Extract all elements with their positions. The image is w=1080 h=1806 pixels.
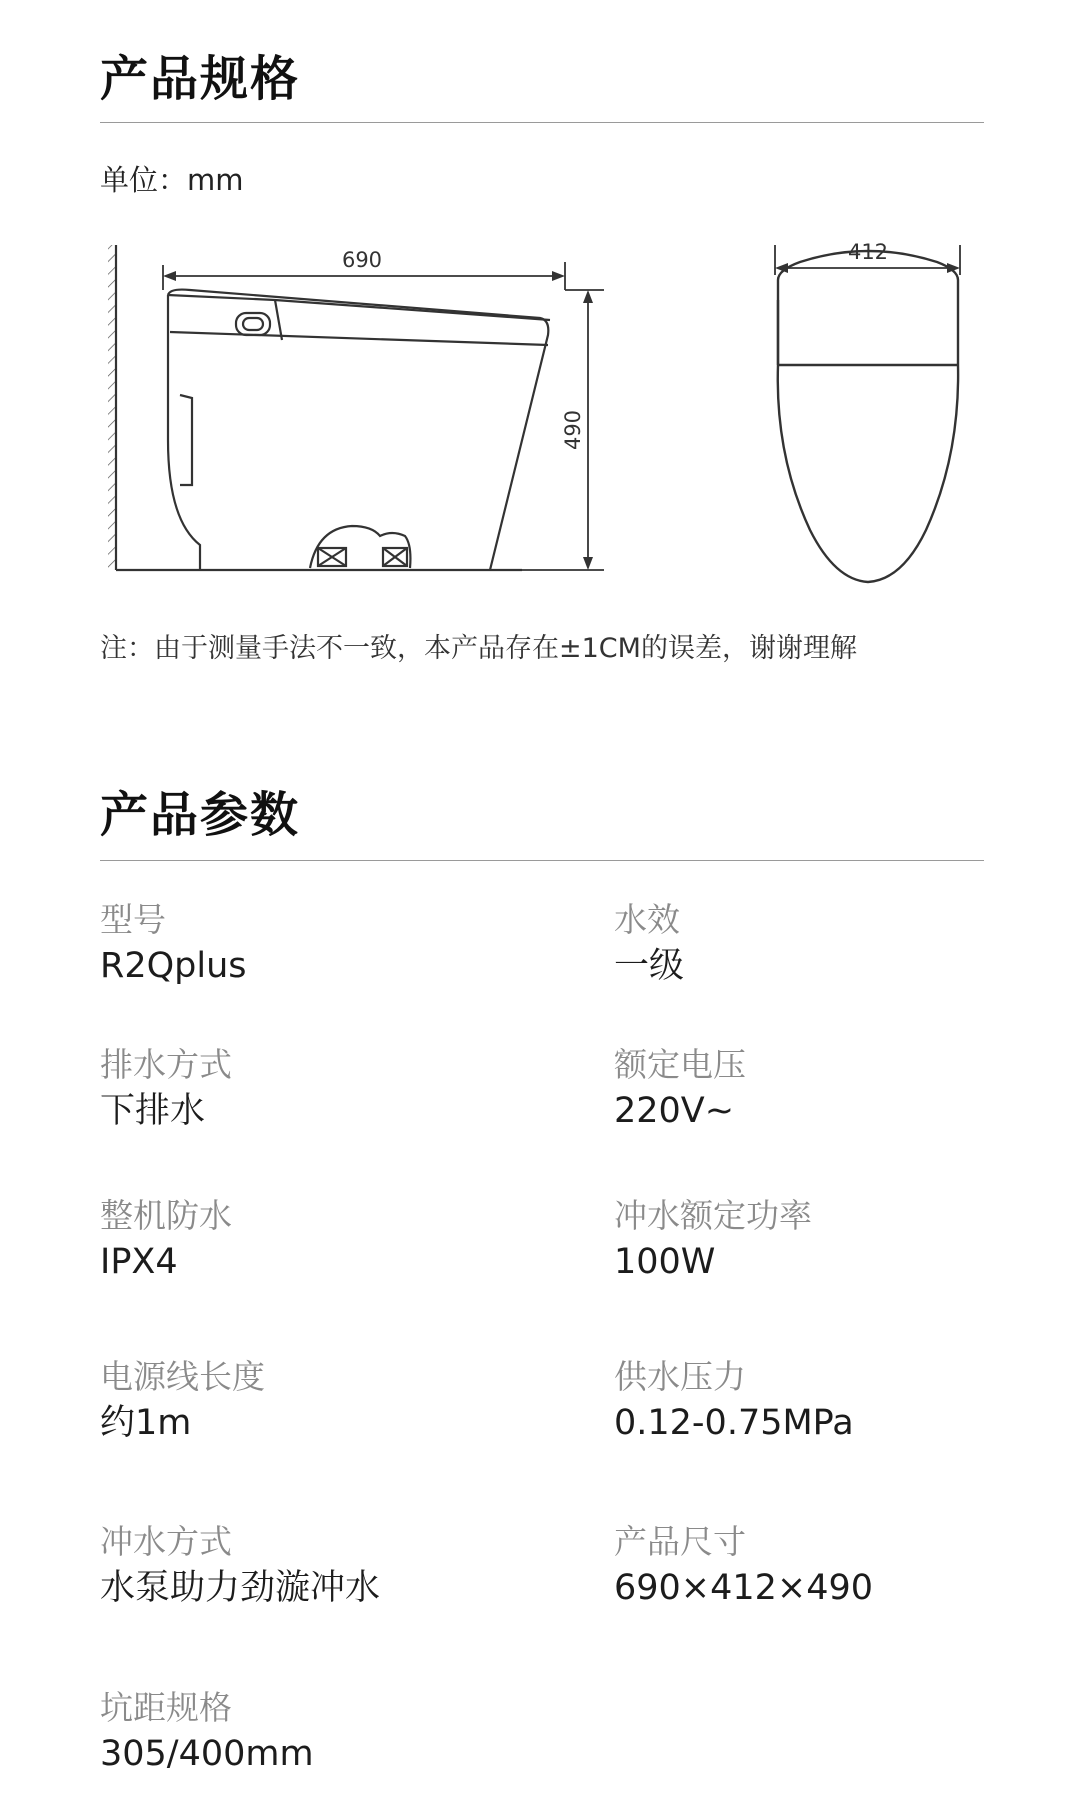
param-value: 100W <box>614 1242 716 1282</box>
param-value: 约1m <box>100 1403 192 1443</box>
param-model <box>100 898 247 990</box>
dimension-diagram <box>0 210 1080 600</box>
width-label: 412 <box>847 240 889 264</box>
param-water-efficiency <box>614 898 684 990</box>
param-value: 690×412×490 <box>614 1568 874 1608</box>
param-cord-length <box>100 1355 265 1447</box>
param-value: 下排水 <box>100 1091 206 1131</box>
param-label: 电源线长度 <box>100 1357 265 1396</box>
param-value: 一级 <box>614 946 685 986</box>
param-label: 水效 <box>614 900 680 939</box>
param-flush-power <box>614 1194 812 1286</box>
param-label: 冲水额定功率 <box>614 1196 812 1235</box>
length-label: 690 <box>341 248 383 272</box>
param-rated-voltage <box>614 1043 746 1135</box>
tolerance-note: 注：由于测量手法不一致，本产品存在±1CM的误差，谢谢理解 <box>100 633 857 664</box>
param-label: 冲水方式 <box>100 1522 232 1561</box>
side-view-drawing <box>108 245 550 570</box>
param-waterproof <box>100 1194 232 1286</box>
unit-label: 单位：mm <box>100 163 244 197</box>
param-value: 水泵助力劲漩冲水 <box>100 1568 381 1608</box>
param-drainage <box>100 1043 232 1135</box>
param-value: 0.12-0.75MPa <box>614 1403 854 1443</box>
param-label: 产品尺寸 <box>614 1522 746 1561</box>
spec-section-title: 产品规格 <box>100 51 301 107</box>
param-label: 供水压力 <box>614 1357 746 1396</box>
param-label: 型号 <box>100 900 166 939</box>
params-section-title: 产品参数 <box>100 787 301 843</box>
param-label: 额定电压 <box>614 1045 746 1084</box>
param-value: 305/400mm <box>100 1734 314 1774</box>
param-label: 坑距规格 <box>100 1688 232 1727</box>
height-label: 490 <box>561 409 585 451</box>
param-value: IPX4 <box>100 1242 178 1282</box>
param-dimensions <box>614 1520 873 1612</box>
param-rough-in <box>100 1686 314 1778</box>
params-divider <box>100 860 984 861</box>
param-value: R2Qplus <box>100 946 247 986</box>
param-water-pressure <box>614 1355 854 1447</box>
front-view-drawing <box>778 251 958 582</box>
param-value: 220V~ <box>614 1091 735 1131</box>
param-label: 整机防水 <box>100 1196 232 1235</box>
spec-divider <box>100 122 984 123</box>
param-flush-method <box>100 1520 380 1612</box>
param-label: 排水方式 <box>100 1045 232 1084</box>
